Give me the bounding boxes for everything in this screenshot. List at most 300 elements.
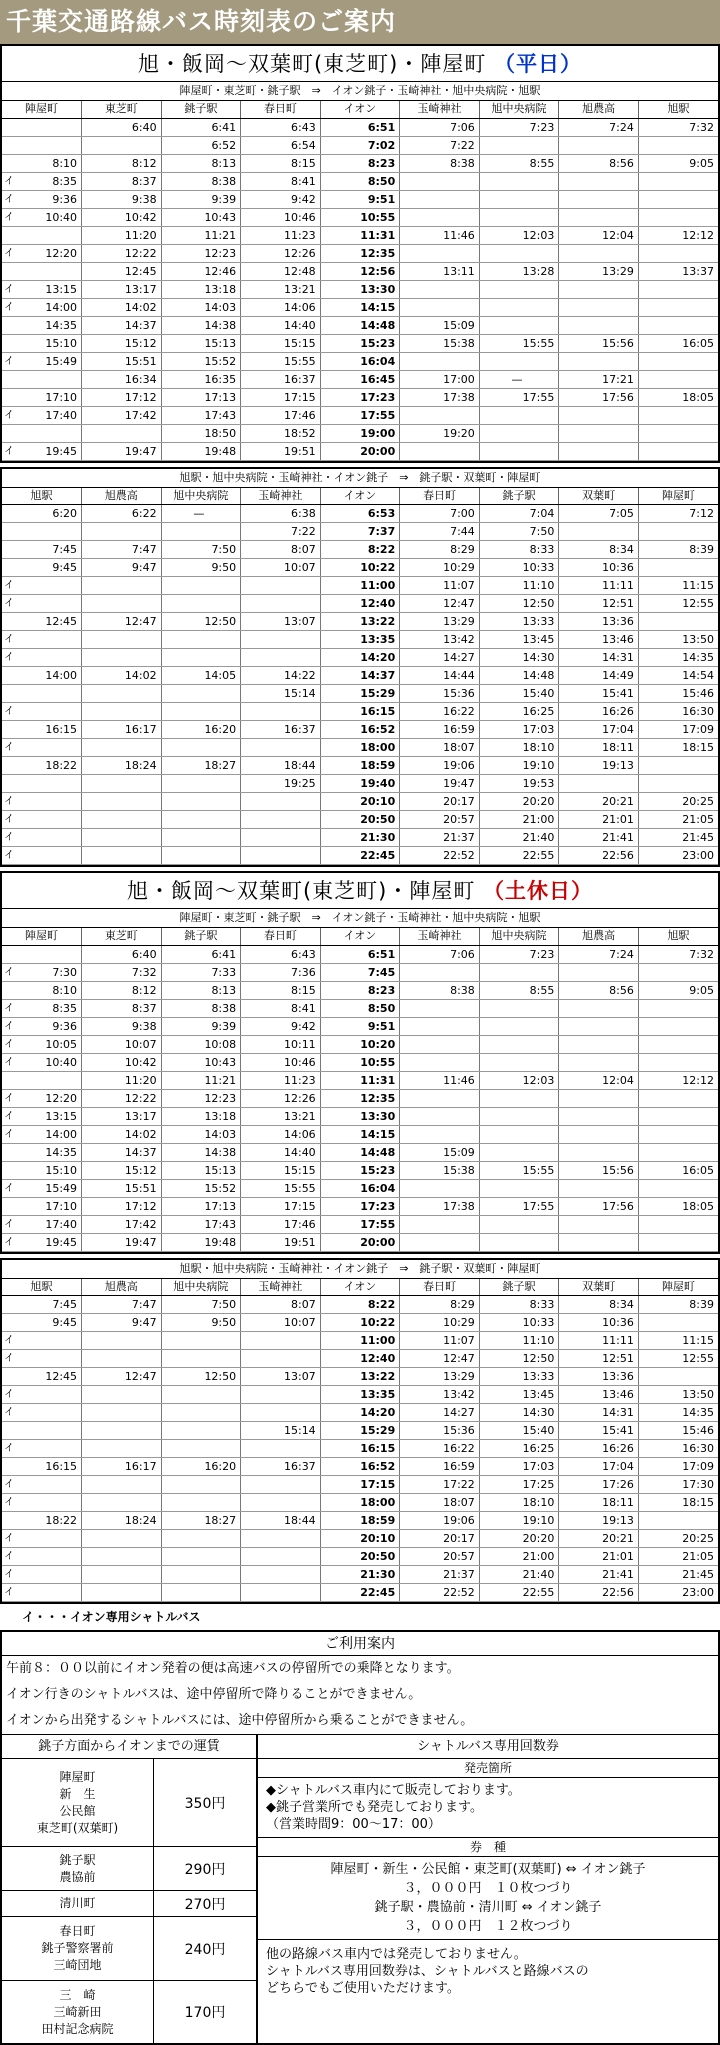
time-value: 21:00 <box>522 813 555 826</box>
time-cell <box>479 262 559 280</box>
time-cell <box>559 334 639 352</box>
time-value: 7:47 <box>131 1298 157 1311</box>
time-value: 15:56 <box>602 336 634 350</box>
holiday-inbound <box>0 1258 720 1605</box>
time-cell <box>479 685 559 703</box>
time-cell <box>479 1584 559 1602</box>
time-value: 14:35 <box>682 651 714 664</box>
time-cell <box>479 981 559 999</box>
time-cell <box>2 1296 82 1314</box>
time-cell <box>559 667 639 685</box>
holiday-title <box>2 873 718 909</box>
time-value: 15:55 <box>283 1181 316 1195</box>
time-cell <box>2 1422 82 1440</box>
time-value: 18:44 <box>283 759 316 772</box>
time-cell <box>82 172 162 190</box>
time-cell <box>241 136 321 154</box>
time-cell <box>2 1386 82 1404</box>
timetable-row <box>2 1458 718 1476</box>
time-cell <box>559 118 639 136</box>
timetable-row <box>2 523 718 541</box>
time-value: 11:11 <box>602 579 634 592</box>
time-cell <box>2 945 82 963</box>
time-value: 18:52 <box>283 426 316 440</box>
time-value: 7:36 <box>290 965 316 979</box>
time-cell <box>82 1332 162 1350</box>
time-cell <box>2 1233 82 1251</box>
time-cell <box>559 1053 639 1071</box>
time-value: 17:13 <box>204 390 237 404</box>
time-cell <box>241 1458 321 1476</box>
shuttle-mark: イ <box>4 634 14 645</box>
time-cell <box>479 280 559 298</box>
timetable-row <box>2 1350 718 1368</box>
time-value: 11:31 <box>360 228 396 242</box>
time-value: 13:45 <box>522 633 555 646</box>
time-value: 14:40 <box>283 1145 316 1159</box>
time-value: 10:29 <box>443 1316 475 1329</box>
time-cell <box>479 1548 559 1566</box>
time-value: 15:15 <box>283 336 316 350</box>
time-value: 15:55 <box>522 336 555 350</box>
time-value: 18:27 <box>204 759 237 772</box>
time-cell <box>559 811 639 829</box>
timetable-row <box>2 1053 718 1071</box>
time-value: 12:40 <box>360 1352 396 1365</box>
timetable-row <box>2 757 718 775</box>
time-value: 8:23 <box>367 983 396 997</box>
time-value: 9:47 <box>131 1316 157 1329</box>
time-value: 14:30 <box>522 651 555 664</box>
time-cell <box>400 136 480 154</box>
time-cell <box>559 1035 639 1053</box>
time-cell <box>638 1350 718 1368</box>
time-cell <box>559 226 639 244</box>
time-cell <box>161 847 241 865</box>
time-value: 18:27 <box>204 1514 237 1527</box>
time-value: 11:15 <box>682 579 714 592</box>
time-cell <box>400 595 480 613</box>
time-cell <box>400 541 480 559</box>
time-value: 7:22 <box>290 525 316 538</box>
time-value: 17:09 <box>682 1460 714 1473</box>
column-header: 陣屋町 <box>638 1279 718 1296</box>
time-value: 7:22 <box>450 138 475 152</box>
time-cell <box>559 1107 639 1125</box>
fare-stop: 三崎新田 <box>53 2004 102 2019</box>
time-cell <box>241 1035 321 1053</box>
time-value: 20:57 <box>443 813 475 826</box>
time-cell <box>479 1368 559 1386</box>
fare-stop: 清川町 <box>59 1896 96 1910</box>
time-cell <box>559 1215 639 1233</box>
time-value: 9:45 <box>52 1316 78 1329</box>
column-header: 双葉町 <box>559 488 639 505</box>
time-cell <box>479 1386 559 1404</box>
time-cell <box>559 154 639 172</box>
info-title: ご利用案内 <box>2 1632 718 1656</box>
time-cell <box>400 226 480 244</box>
column-header: 旭駅 <box>2 1279 82 1296</box>
time-value: 12:03 <box>522 1073 555 1087</box>
time-value: 7:04 <box>529 507 555 520</box>
column-header: 銚子駅 <box>479 1279 559 1296</box>
time-cell <box>559 190 639 208</box>
column-header: 旭中央病院 <box>161 1279 241 1296</box>
time-cell <box>82 1161 162 1179</box>
shuttle-mark: イ <box>4 301 14 313</box>
time-cell <box>82 1422 162 1440</box>
time-cell <box>320 442 400 460</box>
time-cell <box>638 1548 718 1566</box>
timetable-row <box>2 613 718 631</box>
time-cell <box>161 298 241 316</box>
weekday-outbound <box>2 82 718 461</box>
time-cell <box>2 370 82 388</box>
time-cell <box>82 595 162 613</box>
time-value: 16:15 <box>45 723 78 736</box>
time-value: 12:03 <box>522 228 555 242</box>
time-cell <box>559 577 639 595</box>
time-value: 8:15 <box>290 156 316 170</box>
time-cell <box>479 226 559 244</box>
time-value: 8:50 <box>367 174 396 188</box>
weekday-inbound <box>0 467 720 868</box>
time-value: 13:21 <box>283 282 316 296</box>
time-value: 14:31 <box>602 651 634 664</box>
time-cell <box>320 1197 400 1215</box>
timetable-row <box>2 631 718 649</box>
time-cell <box>559 1071 639 1089</box>
time-value: 11:00 <box>360 1334 396 1347</box>
time-cell <box>2 424 82 442</box>
time-cell <box>479 1296 559 1314</box>
time-cell <box>559 1548 639 1566</box>
time-cell <box>400 757 480 775</box>
time-cell <box>559 559 639 577</box>
time-value: 12:56 <box>360 264 396 278</box>
time-cell <box>82 1314 162 1332</box>
column-header: 陣屋町 <box>2 928 82 945</box>
time-value: 17:15 <box>360 1478 396 1491</box>
time-cell <box>82 1179 162 1197</box>
time-cell <box>241 1179 321 1197</box>
time-value: 10:22 <box>360 561 396 574</box>
time-cell <box>479 136 559 154</box>
time-value: 16:20 <box>204 723 237 736</box>
shuttle-mark: イ <box>4 283 14 295</box>
time-cell <box>82 1071 162 1089</box>
holiday-day-label: （土休日） <box>483 879 594 903</box>
fare-row <box>2 1981 256 2043</box>
fare-title: 銚子方面からイオンまでの運賃 <box>2 1735 256 1759</box>
time-cell <box>82 280 162 298</box>
time-cell <box>2 1197 82 1215</box>
timetable-row <box>2 136 718 154</box>
time-cell <box>161 1404 241 1422</box>
time-cell <box>479 739 559 757</box>
time-value: 12:35 <box>360 1091 396 1105</box>
time-cell <box>320 1215 400 1233</box>
time-cell <box>2 352 82 370</box>
time-cell <box>400 280 480 298</box>
time-value: 15:10 <box>45 1163 78 1177</box>
shuttle-mark: イ <box>4 193 14 205</box>
time-value: 15:40 <box>522 1424 555 1437</box>
time-cell <box>241 1143 321 1161</box>
time-cell <box>2 1215 82 1233</box>
time-cell <box>400 1476 480 1494</box>
time-value: 7:32 <box>689 120 714 134</box>
time-cell <box>241 1233 321 1251</box>
time-cell <box>400 523 480 541</box>
shuttle-mark: イ <box>4 652 14 663</box>
time-cell <box>82 136 162 154</box>
time-value: 17:43 <box>204 408 237 422</box>
time-value: 10:55 <box>360 1055 396 1069</box>
time-cell <box>559 1566 639 1584</box>
time-cell <box>320 811 400 829</box>
time-cell <box>638 685 718 703</box>
time-cell <box>638 829 718 847</box>
time-cell <box>559 298 639 316</box>
time-cell <box>400 406 480 424</box>
time-cell <box>320 1422 400 1440</box>
time-cell <box>638 811 718 829</box>
shuttle-mark: イ <box>4 355 14 367</box>
time-cell <box>400 963 480 981</box>
time-cell <box>559 1422 639 1440</box>
time-cell <box>559 1458 639 1476</box>
time-value: 22:55 <box>522 1586 555 1599</box>
timetable-row <box>2 1035 718 1053</box>
time-cell <box>559 793 639 811</box>
time-cell <box>400 424 480 442</box>
time-value: 16:59 <box>443 1460 475 1473</box>
weekday-inbound-route: 旭駅・旭中央病院・玉崎神社・イオン銚子 ⇒ 銚子駅・双葉町・陣屋町 <box>2 469 718 488</box>
time-value: 12:47 <box>443 597 475 610</box>
time-value: 8:39 <box>689 1298 714 1311</box>
time-value: 14:02 <box>124 300 157 314</box>
time-value: 15:12 <box>124 1163 157 1177</box>
time-cell <box>2 1053 82 1071</box>
time-cell <box>241 1422 321 1440</box>
time-cell <box>479 541 559 559</box>
time-value: 8:33 <box>529 543 555 556</box>
time-cell <box>479 1017 559 1035</box>
time-cell <box>320 298 400 316</box>
time-value: 15:55 <box>283 354 316 368</box>
time-cell <box>559 244 639 262</box>
time-cell <box>479 1494 559 1512</box>
time-value: 15:29 <box>360 1424 396 1437</box>
time-cell <box>479 945 559 963</box>
time-value: 20:50 <box>360 813 396 826</box>
time-value: 9:47 <box>131 561 157 574</box>
time-value: 18:15 <box>682 1496 714 1509</box>
timetable-row <box>2 981 718 999</box>
time-cell <box>479 298 559 316</box>
sale-title: 発売箇所 <box>258 1759 718 1778</box>
time-cell <box>638 1233 718 1251</box>
time-value: 16:30 <box>682 705 714 718</box>
time-value: 17:00 <box>443 372 475 386</box>
time-cell <box>2 649 82 667</box>
time-cell <box>479 316 559 334</box>
time-value: 18:05 <box>682 390 714 404</box>
time-value: 11:10 <box>522 1334 555 1347</box>
time-cell <box>638 775 718 793</box>
time-cell <box>161 613 241 631</box>
time-value: 7:06 <box>450 120 475 134</box>
time-cell <box>2 406 82 424</box>
time-cell <box>2 1368 82 1386</box>
time-value: 13:17 <box>124 1109 157 1123</box>
time-value: 17:13 <box>204 1199 237 1213</box>
time-cell <box>479 1179 559 1197</box>
time-value: 17:30 <box>682 1478 714 1491</box>
time-value: 14:48 <box>360 318 396 332</box>
holiday-outbound <box>2 909 718 1252</box>
time-cell <box>559 1494 639 1512</box>
time-cell <box>161 262 241 280</box>
time-cell <box>638 370 718 388</box>
timetable-row <box>2 226 718 244</box>
time-value: 16:15 <box>45 1460 78 1473</box>
ticket-type-title: 券 種 <box>258 1838 718 1857</box>
time-value: 14:37 <box>124 1145 157 1159</box>
time-cell <box>82 1035 162 1053</box>
time-cell <box>638 154 718 172</box>
time-value: 15:13 <box>204 1163 237 1177</box>
time-value: 7:30 <box>52 965 78 979</box>
timetable-row <box>2 1584 718 1602</box>
time-value: 6:54 <box>290 138 316 152</box>
time-cell <box>320 352 400 370</box>
time-value: 16:37 <box>283 1460 316 1473</box>
time-value: 12:55 <box>682 1352 714 1365</box>
time-value: 8:35 <box>52 174 78 188</box>
time-cell <box>82 631 162 649</box>
time-cell <box>241 442 321 460</box>
time-cell <box>320 685 400 703</box>
time-value: 7:50 <box>211 1298 237 1311</box>
time-value: 17:15 <box>283 390 316 404</box>
time-value: 17:26 <box>602 1478 634 1491</box>
time-cell <box>400 847 480 865</box>
time-cell <box>2 775 82 793</box>
time-cell <box>82 442 162 460</box>
time-value: 16:37 <box>283 723 316 736</box>
time-value: 7:12 <box>689 507 714 520</box>
time-value: 20:17 <box>443 1532 475 1545</box>
timetable-row <box>2 1107 718 1125</box>
time-value: 19:45 <box>45 1235 78 1249</box>
time-value: 20:21 <box>602 1532 634 1545</box>
time-cell <box>2 1017 82 1035</box>
time-cell <box>559 523 639 541</box>
time-value: 15:09 <box>443 318 475 332</box>
time-value: 13:46 <box>602 1388 634 1401</box>
time-cell <box>400 1440 480 1458</box>
time-cell <box>320 244 400 262</box>
time-cell <box>559 1350 639 1368</box>
time-value: 8:13 <box>211 156 237 170</box>
time-cell <box>241 775 321 793</box>
time-cell <box>320 1296 400 1314</box>
time-value: 18:44 <box>283 1514 316 1527</box>
time-cell <box>2 541 82 559</box>
time-cell <box>638 559 718 577</box>
time-cell <box>320 1332 400 1350</box>
time-value: 12:22 <box>124 246 157 260</box>
time-cell <box>559 505 639 523</box>
time-cell <box>638 1035 718 1053</box>
time-value: 14:03 <box>204 300 237 314</box>
time-cell <box>559 847 639 865</box>
time-cell <box>479 352 559 370</box>
time-cell <box>82 981 162 999</box>
time-cell <box>82 739 162 757</box>
time-value: 13:36 <box>602 1370 634 1383</box>
time-cell <box>559 262 639 280</box>
time-value: 16:25 <box>522 705 555 718</box>
time-cell <box>479 1476 559 1494</box>
time-value: 7:50 <box>529 525 555 538</box>
time-value: 13:17 <box>124 282 157 296</box>
footer-line: シャトルバス専用回数券は、シャトルバスと路線バスの <box>266 1964 589 1979</box>
shuttle-mark: イ <box>4 814 14 825</box>
time-cell <box>2 847 82 865</box>
column-header: 春日町 <box>241 101 321 118</box>
time-cell <box>638 118 718 136</box>
time-cell <box>320 577 400 595</box>
time-value: 7:33 <box>211 965 237 979</box>
timetable-row <box>2 1179 718 1197</box>
time-value: 17:04 <box>602 1460 634 1473</box>
time-cell <box>161 1476 241 1494</box>
time-value: 9:38 <box>131 192 157 206</box>
time-cell <box>241 370 321 388</box>
time-cell <box>559 280 639 298</box>
time-cell <box>82 334 162 352</box>
fare-row <box>2 1917 256 1981</box>
time-cell <box>479 505 559 523</box>
time-value: 10:08 <box>204 1037 237 1051</box>
time-cell <box>638 523 718 541</box>
time-cell <box>559 1179 639 1197</box>
time-value: 19:47 <box>443 777 475 790</box>
shuttle-mark: イ <box>4 1443 14 1454</box>
time-cell <box>161 1512 241 1530</box>
time-cell <box>82 757 162 775</box>
time-cell <box>638 1125 718 1143</box>
time-cell <box>2 963 82 981</box>
timetable-row <box>2 1089 718 1107</box>
time-value: 13:45 <box>522 1388 555 1401</box>
time-cell <box>161 1530 241 1548</box>
time-value: 16:26 <box>602 1442 634 1455</box>
time-value: 15:51 <box>124 354 157 368</box>
time-cell <box>638 1368 718 1386</box>
time-cell <box>320 999 400 1017</box>
time-cell <box>2 1143 82 1161</box>
time-value: 9:42 <box>290 192 316 206</box>
time-value: 16:17 <box>124 1460 157 1473</box>
time-cell <box>400 1143 480 1161</box>
time-cell <box>2 1494 82 1512</box>
time-value: 17:46 <box>283 408 316 422</box>
